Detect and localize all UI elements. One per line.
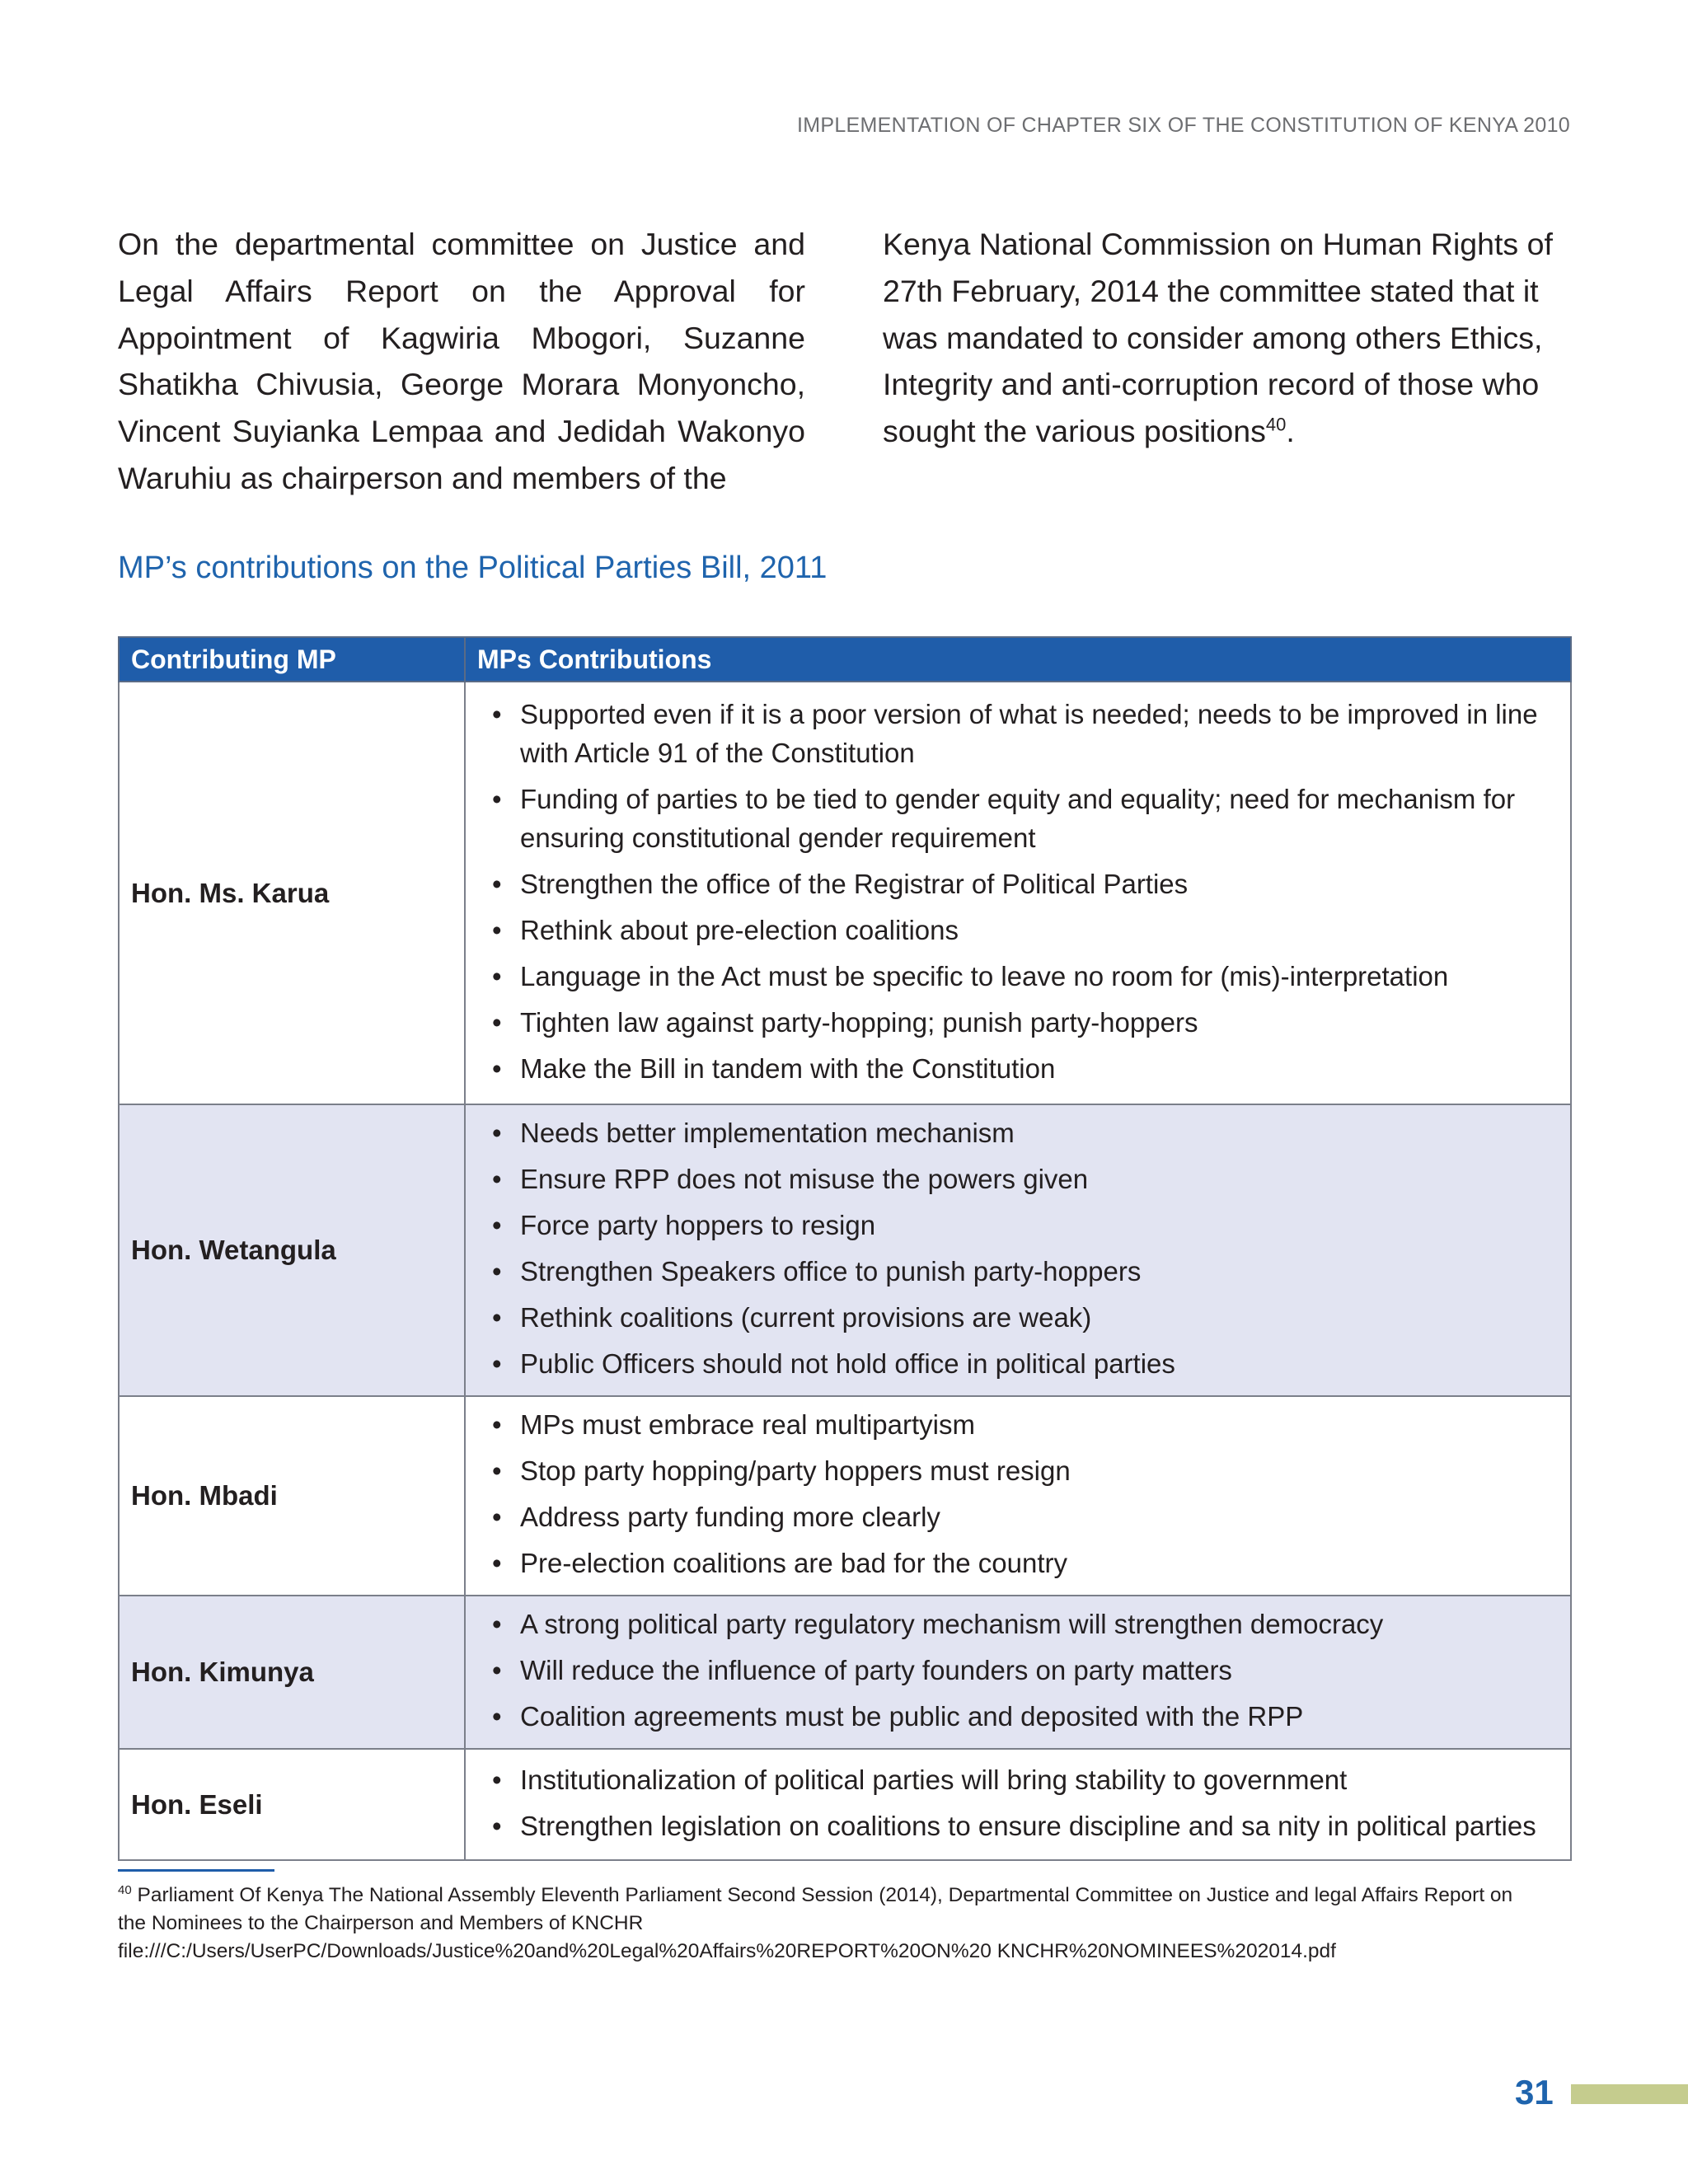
contribution-item: • Needs better implementation mechanism: [477, 1113, 1559, 1152]
intro-left-column: [118, 221, 805, 502]
table-row: [119, 1749, 1571, 1860]
header-contributing-mp: Contributing MP: [119, 637, 465, 682]
intro-right-text-end: .: [1286, 414, 1295, 449]
contribution-item: • Funding of parties to be tied to gender equity and equality; need for mechanism for ensuring constitutional gender requirement: [477, 780, 1559, 857]
contribution-list: [477, 1605, 1559, 1736]
table-row: [119, 1396, 1571, 1596]
mp-name-cell: Hon. Kimunya: [119, 1596, 465, 1749]
contribution-item: • MPs must embrace real multipartyism: [477, 1405, 1559, 1444]
header-mps-contributions: MPs Contributions: [465, 637, 1571, 682]
contribution-item: • Institutionalization of political parties will bring stability to government: [477, 1760, 1559, 1799]
contribution-item: • Force party hoppers to resign: [477, 1206, 1559, 1244]
contribution-list: [477, 1113, 1559, 1383]
footnote-divider: [118, 1869, 274, 1872]
contribution-list: [477, 1405, 1559, 1582]
table-row: [119, 1104, 1571, 1396]
intro-left-text: On the departmental committee on Justice and Legal Affairs Report on the Approval for Appointment of Kagwiria Mbogori, Suzanne Shatikha Chivusia, George Morara Monyoncho, Vincent Suyianka Lempaa and Jedidah Wakonyo Waruhiu as chairperson and members of the: [118, 227, 805, 495]
page-number: 31: [1515, 2073, 1554, 2111]
table-header-row: [119, 637, 1571, 682]
mp-name-cell: Hon. Mbadi: [119, 1396, 465, 1596]
contribution-item: • Supported even if it is a poor version of what is needed; needs to be improved in line with Article 91 of the Constitution: [477, 695, 1559, 772]
contribution-item: • Make the Bill in tandem with the Constitution: [477, 1049, 1559, 1088]
table-row: [119, 1596, 1571, 1749]
section-heading: MP’s contributions on the Political Parties Bill, 2011: [118, 551, 828, 585]
contribution-item: • Tighten law against party-hopping; punish party-hoppers: [477, 1003, 1559, 1042]
contribution-item: • Coalition agreements must be public and deposited with the RPP: [477, 1697, 1559, 1736]
contribution-item: • Strengthen legislation on coalitions to ensure discipline and sa nity in political parties: [477, 1807, 1559, 1845]
contributions-table: [118, 636, 1572, 1861]
page-tab-marker: [1571, 2084, 1688, 2104]
footnote: [118, 1882, 1519, 1966]
contributions-cell: [465, 1749, 1571, 1860]
contribution-item: • Will reduce the influence of party founders on party matters: [477, 1651, 1559, 1690]
footnote-reference[interactable]: 40: [1265, 414, 1287, 435]
intro-columns: [118, 221, 1570, 502]
contributions-cell: [465, 1396, 1571, 1596]
mp-name-cell: Hon. Eseli: [119, 1749, 465, 1860]
contributions-cell: [465, 1104, 1571, 1396]
footnote-number: 40: [118, 1882, 132, 1897]
contributions-cell: [465, 1596, 1571, 1749]
contribution-item: • Rethink about pre-election coalitions: [477, 911, 1559, 949]
contribution-item: • A strong political party regulatory mechanism will strengthen democracy: [477, 1605, 1559, 1643]
footnote-text: Parliament Of Kenya The National Assembly Eleventh Parliament Second Session (2014), Departmental Committee on Justice and legal Affairs Report on the Nominees to the Chairperson and Members of KNCHR file:///C:/Users/UserPC/Downloads/Justice%20and%20Legal%20Affairs%20REPORT%20ON%20 KNCHR%20NOMINEES%202014.pdf: [118, 1884, 1513, 1962]
contribution-item: • Stop party hopping/party hoppers must resign: [477, 1451, 1559, 1490]
contribution-list: [477, 695, 1559, 1088]
intro-right-text: Kenya National Commission on Human Rights of 27th February, 2014 the committee stated that it was mandated to consider among others Ethics, Integrity and anti-corruption record of those who sought the various positions: [883, 227, 1553, 449]
table-row: [119, 682, 1571, 1104]
contribution-list: [477, 1760, 1559, 1845]
contribution-item: • Language in the Act must be specific to leave no room for (mis)-interpretation: [477, 957, 1559, 996]
contribution-item: • Ensure RPP does not misuse the powers given: [477, 1160, 1559, 1198]
contributions-cell: [465, 682, 1571, 1104]
mp-name-cell: Hon. Ms. Karua: [119, 682, 465, 1104]
intro-right-column: [883, 221, 1570, 502]
contribution-item: • Strengthen Speakers office to punish party-hoppers: [477, 1252, 1559, 1291]
mp-name-cell: Hon. Wetangula: [119, 1104, 465, 1396]
contribution-item: • Address party funding more clearly: [477, 1497, 1559, 1536]
contribution-item: • Public Officers should not hold office in political parties: [477, 1344, 1559, 1383]
contribution-item: • Rethink coalitions (current provisions are weak): [477, 1298, 1559, 1337]
contribution-item: • Pre-election coalitions are bad for the country: [477, 1544, 1559, 1582]
running-header: IMPLEMENTATION OF CHAPTER SIX OF THE CONSTITUTION OF KENYA 2010: [796, 114, 1570, 137]
contribution-item: • Strengthen the office of the Registrar of Political Parties: [477, 865, 1559, 903]
